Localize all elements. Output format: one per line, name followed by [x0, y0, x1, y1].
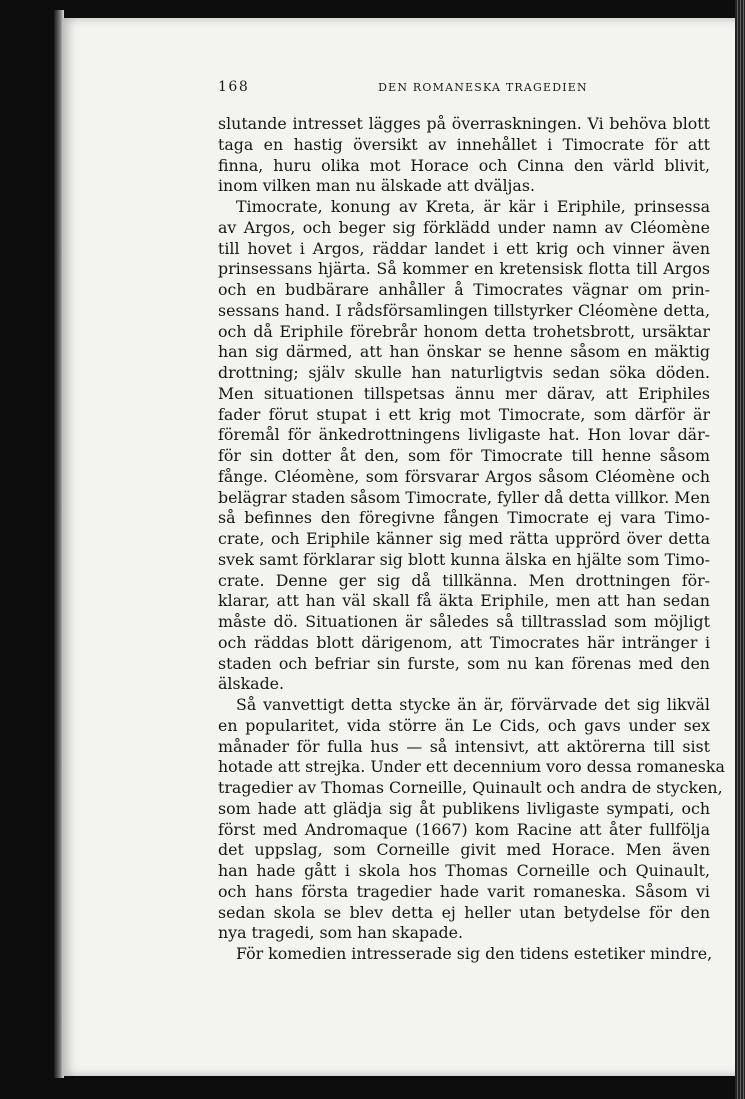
- running-head: DEN ROMANESKA TRAGEDIEN: [378, 81, 588, 94]
- text-line: belägrar staden såsom Timocrate, fyller då detta villkor. Men: [218, 487, 710, 507]
- text-line: drottning; själv skulle han naturligtvis sedan söka döden.: [218, 363, 710, 382]
- text-line: sessans hand. I rådsförsamlingen tillstyrker Cléomène detta,: [218, 300, 710, 320]
- page-edge-stack: [735, 0, 745, 1099]
- body-text: [218, 114, 725, 965]
- text-line: först med Andromaque (1667) kom Racine att åter fullfölja: [218, 819, 710, 839]
- text-line: så befinnes den föregivne fången Timocrate ej vara Timo-: [218, 508, 710, 528]
- page-header: [218, 80, 708, 100]
- text-line: och då Eriphile förebrår honom detta trohetsbrott, ursäktar: [218, 321, 710, 341]
- text-line: Men situationen tillspetsas ännu mer därav, att Eriphiles: [218, 383, 710, 403]
- text-line: och en budbärare anhåller å Timocrates vägnar om prin-: [218, 280, 710, 299]
- text-line: månader för fulla hus — så intensivt, att aktörerna till sist: [218, 736, 710, 756]
- text-line: Så vanvettigt detta stycke än är, förvärvade det sig likväl: [236, 695, 710, 714]
- text-line: föremål för änkedrottningens livligaste hat. Hon lovar där-: [218, 425, 710, 445]
- text-line: finna, huru olika mot Horace och Cinna den värld blivit,: [218, 155, 710, 175]
- text-line: fader förut stupat i ett krig mot Timocrate, som därför är: [218, 404, 710, 424]
- text-line: en popularitet, vida större än Le Cids, och gavs under sex: [218, 715, 710, 735]
- text-line: klarar, att han väl skall få äkta Eriphile, men att han sedan: [218, 591, 710, 611]
- text-line: nya tragedi, som han skapade.: [218, 923, 464, 943]
- text-line: till hovet i Argos, räddar landet i ett krig och vinner även: [218, 238, 710, 258]
- text-line: sedan skola se blev detta ej heller utan betydelse för den: [218, 902, 710, 922]
- text-line: det uppslag, som Corneille givit med Horace. Men även: [218, 840, 710, 860]
- text-line: för sin dotter åt den, som för Timocrate till henne såsom: [218, 446, 710, 465]
- text-line: hotade att strejka. Under ett decennium voro dessa romaneska: [218, 757, 725, 777]
- text-line: Timocrate, konung av Kreta, är kär i Eriphile, prinsessa: [236, 197, 710, 216]
- text-line: älskade.: [218, 674, 285, 694]
- page-number: 168: [218, 79, 250, 95]
- text-line: svek samt förklarar sig blott kunna älska en hjälte som Timo-: [218, 549, 710, 569]
- text-line: måste dö. Situationen är således så tilltrasslad som möjligt: [218, 612, 710, 631]
- text-line: av Argos, och beger sig förklädd under namn av Cléomène: [218, 217, 710, 237]
- text-line: staden och befriar sin furste, som nu kan förenas med den: [218, 653, 710, 673]
- text-line: prinsessans hjärta. Så kommer en kretensisk flotta till Argos: [218, 259, 710, 279]
- text-line: crate, och Eriphile känner sig med rätta upprörd över detta: [218, 529, 710, 548]
- text-line: slutande intresset lägges på överraskningen. Vi behöva blott: [218, 114, 710, 133]
- text-line: och räddas blott därigenom, att Timocrates här intränger i: [218, 632, 710, 652]
- text-line: han sig därmed, att han önskar se henne såsom en mäktig: [218, 342, 710, 362]
- text-line: han hade gått i skola hos Thomas Corneille och Quinault,: [218, 861, 710, 880]
- text-line: crate. Denne ger sig då tillkänna. Men drottningen för-: [218, 570, 710, 590]
- text-line: För komedien intresserade sig den tidens estetiker mindre,: [236, 944, 713, 963]
- text-line: som hade att glädja sig åt publikens livligaste sympati, och: [218, 798, 710, 818]
- text-line: inom vilken man nu älskade att dväljas.: [218, 176, 535, 196]
- text-line: fånge. Cléomène, som försvarar Argos såsom Cléomène och: [218, 466, 710, 486]
- text-line: och hans första tragedier hade varit romaneska. Såsom vi: [218, 881, 710, 901]
- text-line: taga en hastig översikt av innehållet i Timocrate för att: [218, 134, 710, 154]
- text-line: tragedier av Thomas Corneille, Quinault och andra de stycken,: [218, 778, 723, 797]
